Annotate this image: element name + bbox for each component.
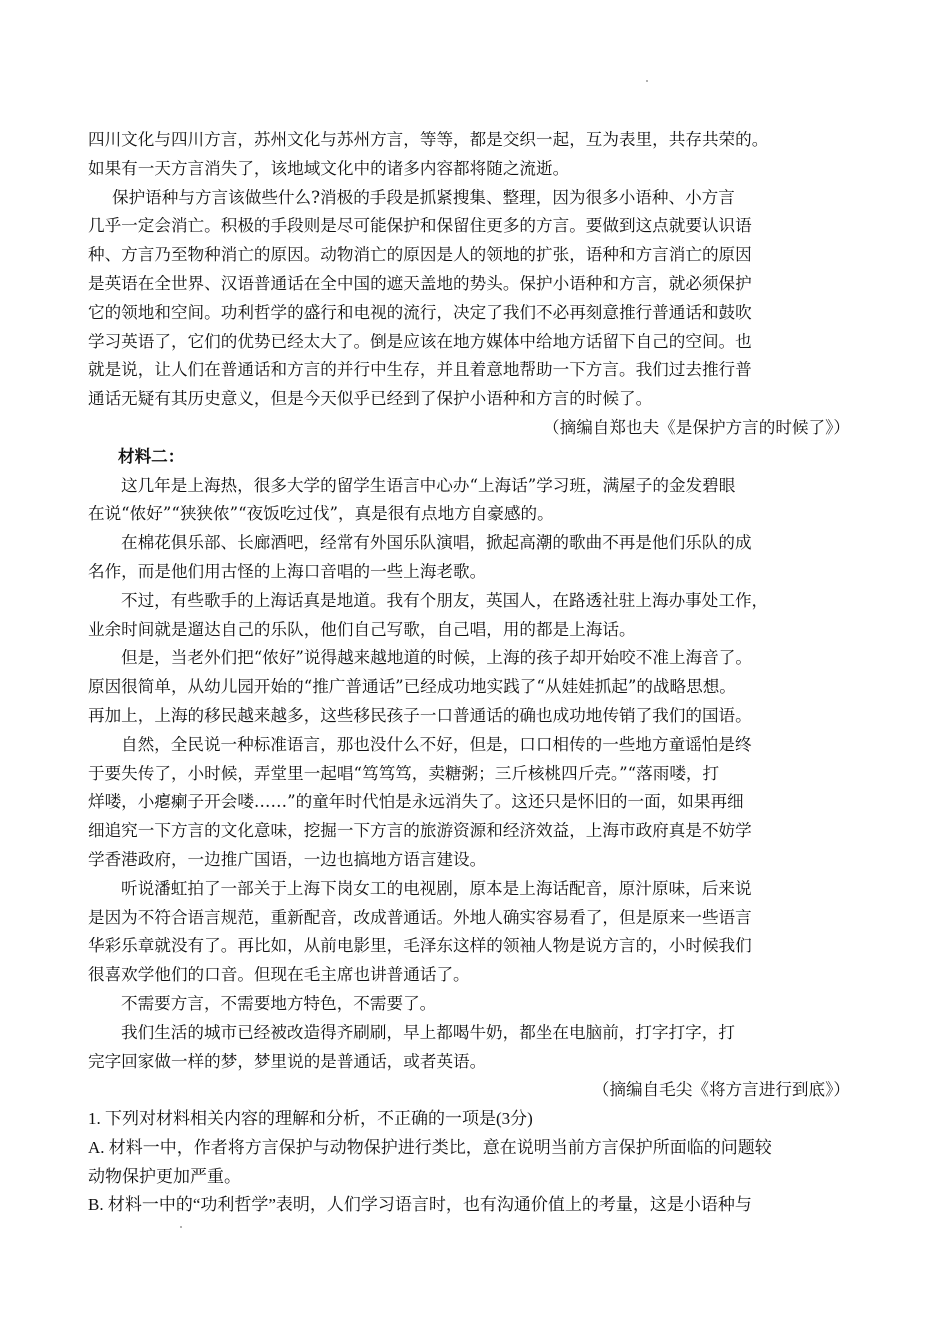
text-line: 很喜欢学他们的口音。但现在毛主席也讲普通话了。	[88, 965, 470, 985]
text-line: 名作，而是他们用古怪的上海口音唱的一些上海老歌。	[88, 561, 487, 581]
material2-source: （摘编自毛尖《将方言进行到底》）	[592, 1080, 850, 1100]
option-a	[88, 1134, 870, 1192]
text-line: 于要失传了，小时候，弄堂里一起唱“笃笃笃，卖糖粥；三斤核桃四斤壳。”“落雨喽，打	[88, 763, 720, 783]
text-line: 自然，全民说一种标准语言，那也没什么不好，但是，口口相传的一些地方童谣怕是终	[121, 734, 752, 754]
material1-source: （摘编自郑也夫《是保护方言的时候了》）	[543, 417, 850, 437]
text-line: 这几年是上海热，很多大学的留学生语言中心办“上海话”学习班，满屋子的金发碧眼	[121, 475, 736, 495]
text-line: 烊喽，小瘪瘌子开会喽……”的童年时代怕是永远消失了。这还只是怀旧的一面，如果再细	[88, 792, 744, 812]
text-line: 华彩乐章就没有了。再比如，从前电影里，毛泽东这样的领袖人物是说方言的，小时候我们	[88, 936, 752, 956]
text-line: 是英语在全世界、汉语普通话在全中国的遮天盖地的势头。保护小语种和方言，就必须保护	[88, 273, 752, 293]
material2-paragraph	[88, 587, 870, 645]
scan-speck	[180, 1226, 182, 1228]
text-line: 四川文化与四川方言，苏州文化与苏州方言，等等，都是交织一起，互为表里，共存共荣的。	[88, 130, 769, 149]
text-line: 在棉花俱乐部、长廊酒吧，经常有外国乐队演唱，掀起高潮的歌曲不再是他们乐队的成	[121, 533, 752, 553]
text-line: A. 材料一中，作者将方言保护与动物保护进行类比，意在说明当前方言保护所面临的问题较	[88, 1137, 772, 1157]
text-line: 保护语种与方言该做些什么?消极的手段是抓紧搜集、整理，因为很多小语种、小方言	[112, 187, 735, 207]
material2-paragraph	[88, 1019, 870, 1077]
material1-tail-paragraph	[88, 126, 870, 184]
text-line: 就是说，让人们在普通话和方言的并行中生存，并且着意地帮助一下方言。我们过去推行普	[88, 360, 752, 380]
material2-heading: 材料二：	[118, 446, 185, 466]
text-line: 通话无疑有其历史意义，但是今天似乎已经到了保护小语种和方言的时候了。	[88, 389, 653, 409]
question-stem: 1. 下列对材料相关内容的理解和分析，不正确的一项是(3分)	[88, 1109, 533, 1129]
page-content	[88, 126, 870, 1220]
material1-paragraph	[88, 184, 870, 414]
text-line: 学习英语了，它们的优势已经太大了。倒是应该在地方媒体中给地方话留下自己的空间。也	[88, 331, 752, 351]
question-1	[88, 1105, 870, 1220]
text-line: 不过，有些歌手的上海话真是地道。我有个朋友，英国人，在路透社驻上海办事处工作，	[121, 590, 769, 610]
text-line: 听说潘虹拍了一部关于上海下岗女工的电视剧，原本是上海话配音，原汁原味，后来说	[121, 878, 752, 898]
material2-paragraph	[88, 472, 870, 530]
text-line: 学香港政府，一边推广国语，一边也搞地方语言建设。	[88, 849, 487, 869]
option-b	[88, 1191, 870, 1220]
scan-speck	[646, 80, 648, 82]
material2-paragraph	[88, 529, 870, 587]
text-line: 是因为不符合语言规范，重新配音，改成普通话。外地人确实容易看了，但是原来一些语言	[88, 907, 752, 927]
text-line: 再加上，上海的移民越来越多，这些移民孩子一口普通话的确也成功地传销了我们的国语。	[88, 705, 752, 725]
text-line: 不需要方言，不需要地方特色，不需要了。	[121, 993, 437, 1013]
text-line: 原因很简单，从幼儿园开始的“推广普通话”已经成功地实践了“从娃娃抓起”的战略思想。	[88, 677, 736, 697]
text-line: 完字回家做一样的梦，梦里说的是普通话，或者英语。	[88, 1051, 487, 1071]
material2-paragraph	[88, 875, 870, 990]
text-line: 几乎一定会消亡。积极的手段则是尽可能保护和保留住更多的方言。要做到这点就要认识语	[88, 216, 752, 236]
text-line: 我们生活的城市已经被改造得齐刷刷，早上都喝牛奶，都坐在电脑前，打字打字，打	[121, 1022, 735, 1042]
text-line: 动物保护更加严重。	[88, 1166, 241, 1186]
text-line: 在说“侬好”“狭狭侬”“夜饭吃过伐”，真是很有点地方自豪感的。	[88, 504, 554, 524]
text-line: 种、方言乃至物种消亡的原因。动物消亡的原因是人的领地的扩张，语种和方言消亡的原因	[88, 245, 752, 265]
text-line: 它的领地和空间。功利哲学的盛行和电视的流行，决定了我们不必再刻意推行普通话和鼓吹	[88, 302, 752, 322]
material2-paragraph	[88, 990, 870, 1019]
text-line: 细追究一下方言的文化意味，挖掘一下方言的旅游资源和经济效益，上海市政府真是不妨学	[88, 821, 752, 841]
text-line: 但是，当老外们把“侬好”说得越来越地道的时候，上海的孩子却开始咬不准上海音了。	[121, 648, 752, 668]
text-line: 业余时间就是遛达自己的乐队，他们自己写歌，自己唱，用的都是上海话。	[88, 619, 636, 639]
material2-paragraph	[88, 731, 870, 875]
text-line: 如果有一天方言消失了，该地域文化中的诸多内容都将随之流逝。	[88, 158, 570, 178]
text-line: B. 材料一中的“功利哲学”表明，人们学习语言时，也有沟通价值上的考量，这是小语种与	[88, 1195, 752, 1215]
material2-paragraph	[88, 644, 870, 730]
